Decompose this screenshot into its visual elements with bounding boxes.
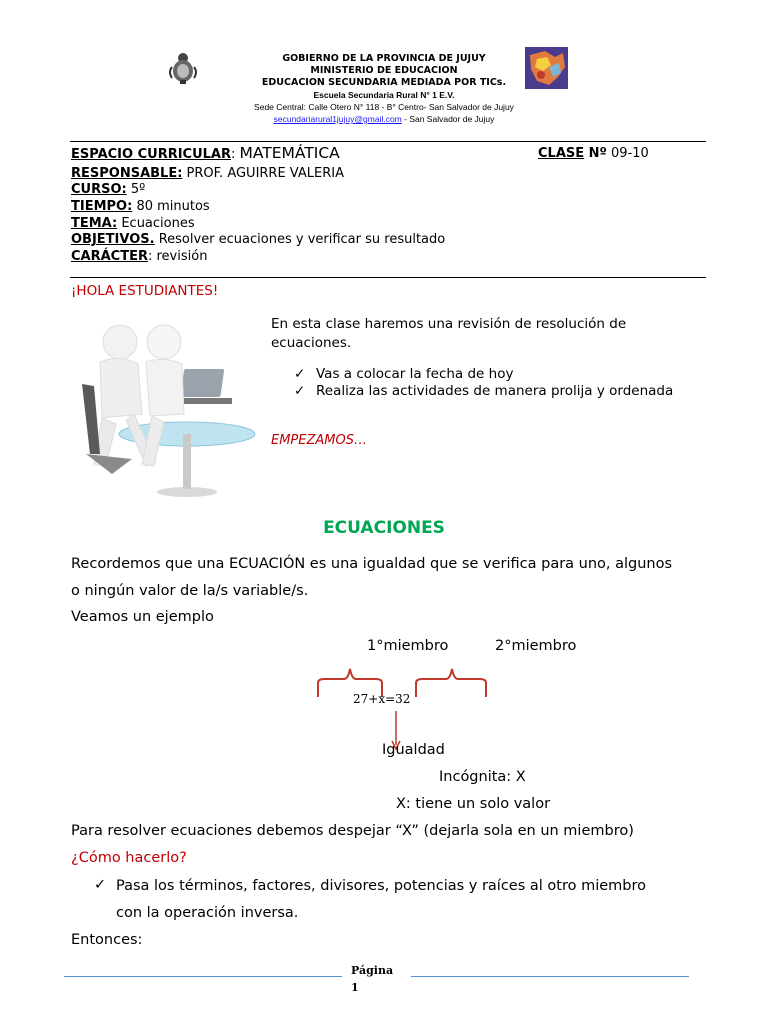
espacio-curricular-row: ESPACIO CURRICULAR: MATEMÁTICA <box>71 144 340 162</box>
section-title: ECUACIONES <box>323 518 445 538</box>
header-divider <box>70 141 706 142</box>
email-suffix: - San Salvador de Jujuy <box>401 114 495 124</box>
equation: 27+x=32 <box>353 692 411 706</box>
clase-label: CLASE <box>538 146 585 161</box>
header-line-1: GOBIERNO DE LA PROVINCIA DE JUJUY <box>282 53 486 64</box>
header-line-4: Escuela Secundaria Rural N° 1 E.V. <box>313 90 455 100</box>
tema-value: Ecuaciones <box>117 216 195 231</box>
checkmark-icon: ✓ <box>294 383 306 399</box>
step-line-2: con la operación inversa. <box>116 905 299 921</box>
intro-text-line-1: En esta clase haremos una revisión de resolución de <box>271 316 627 332</box>
header-contact <box>0 114 768 124</box>
tiempo-row <box>71 199 210 215</box>
responsable-label: RESPONSABLE: <box>71 166 183 181</box>
tiempo-value: 80 minutos <box>132 199 210 214</box>
step-line-1: Pasa los términos, factores, divisores, potencias y raíces al otro miembro <box>116 878 647 894</box>
greeting: ¡HOLA ESTUDIANTES! <box>71 283 219 299</box>
checkmark-icon: ✓ <box>294 366 306 382</box>
clase-row <box>538 146 649 162</box>
example-label: Veamos un ejemplo <box>71 609 214 625</box>
people-at-table-illustration <box>72 314 262 499</box>
resolver-text: Para resolver ecuaciones debemos despejar “X” (dejarla sola en un miembro) <box>71 823 634 839</box>
info-divider <box>70 277 706 278</box>
responsable-value: PROF. AGUIRRE VALERIA <box>182 166 344 181</box>
footer-rule-right <box>411 976 689 977</box>
start-label: EMPEZAMOS… <box>271 433 367 448</box>
page-label: Página <box>351 964 394 977</box>
first-member-label: 1°miembro <box>367 638 449 654</box>
clase-num-label: Nº <box>584 146 607 161</box>
caracter-row <box>71 249 207 265</box>
footer-rule-left <box>64 976 342 977</box>
header-line-2: MINISTERIO DE EDUCACION <box>310 65 458 76</box>
entonces-label: Entonces: <box>71 932 143 948</box>
page-number: 1 <box>351 981 359 994</box>
espacio-label: ESPACIO CURRICULAR <box>71 147 231 162</box>
objetivos-value: Resolver ecuaciones y verificar su resultado <box>154 232 446 247</box>
como-hacerlo-heading: ¿Cómo hacerlo? <box>71 850 187 866</box>
step-checkmark-icon: ✓ <box>94 877 107 893</box>
definition-line-1: Recordemos que una ECUACIÓN es una igualdad que se verifica para uno, algunos <box>71 556 673 572</box>
caracter-value: : revisión <box>147 249 208 264</box>
header-line-5: Sede Central: Calle Otero N° 118 - B° Centro- San Salvador de Jujuy <box>254 102 514 112</box>
map-logo <box>525 47 568 89</box>
intro-text-line-2: ecuaciones. <box>271 335 352 351</box>
clase-value: 09-10 <box>606 146 649 161</box>
incognita-label: Incógnita: X <box>439 769 526 785</box>
espacio-value: MATEMÁTICA <box>239 144 340 162</box>
objetivos-row <box>71 232 445 248</box>
definition-line-2: o ningún valor de la/s variable/s. <box>71 583 309 599</box>
igualdad-label: Igualdad <box>382 742 445 758</box>
tiempo-label: TIEMPO: <box>71 199 133 214</box>
checklist-item: ✓ Realiza las actividades de manera prolija y ordenada <box>294 383 674 399</box>
tema-label: TEMA <box>71 216 112 231</box>
curso-row: CURSO: 5º <box>71 182 146 197</box>
curso-label: CURSO <box>71 182 122 197</box>
email-link[interactable]: secundariarural1jujuy@gmail.com <box>273 114 402 124</box>
objetivos-label: OBJETIVOS. <box>71 232 155 247</box>
responsable-row <box>71 166 344 182</box>
tema-row: TEMA: Ecuaciones <box>71 216 195 231</box>
checklist-item: ✓ Vas a colocar la fecha de hoy <box>294 366 514 382</box>
header-line-3: EDUCACION SECUNDARIA MEDIADA POR TICs. <box>261 77 507 88</box>
solo-valor-label: X: tiene un solo valor <box>396 796 551 812</box>
curso-value: 5º <box>126 182 146 197</box>
second-member-label: 2°miembro <box>495 638 577 654</box>
caracter-label: CARÁCTER <box>71 249 148 264</box>
